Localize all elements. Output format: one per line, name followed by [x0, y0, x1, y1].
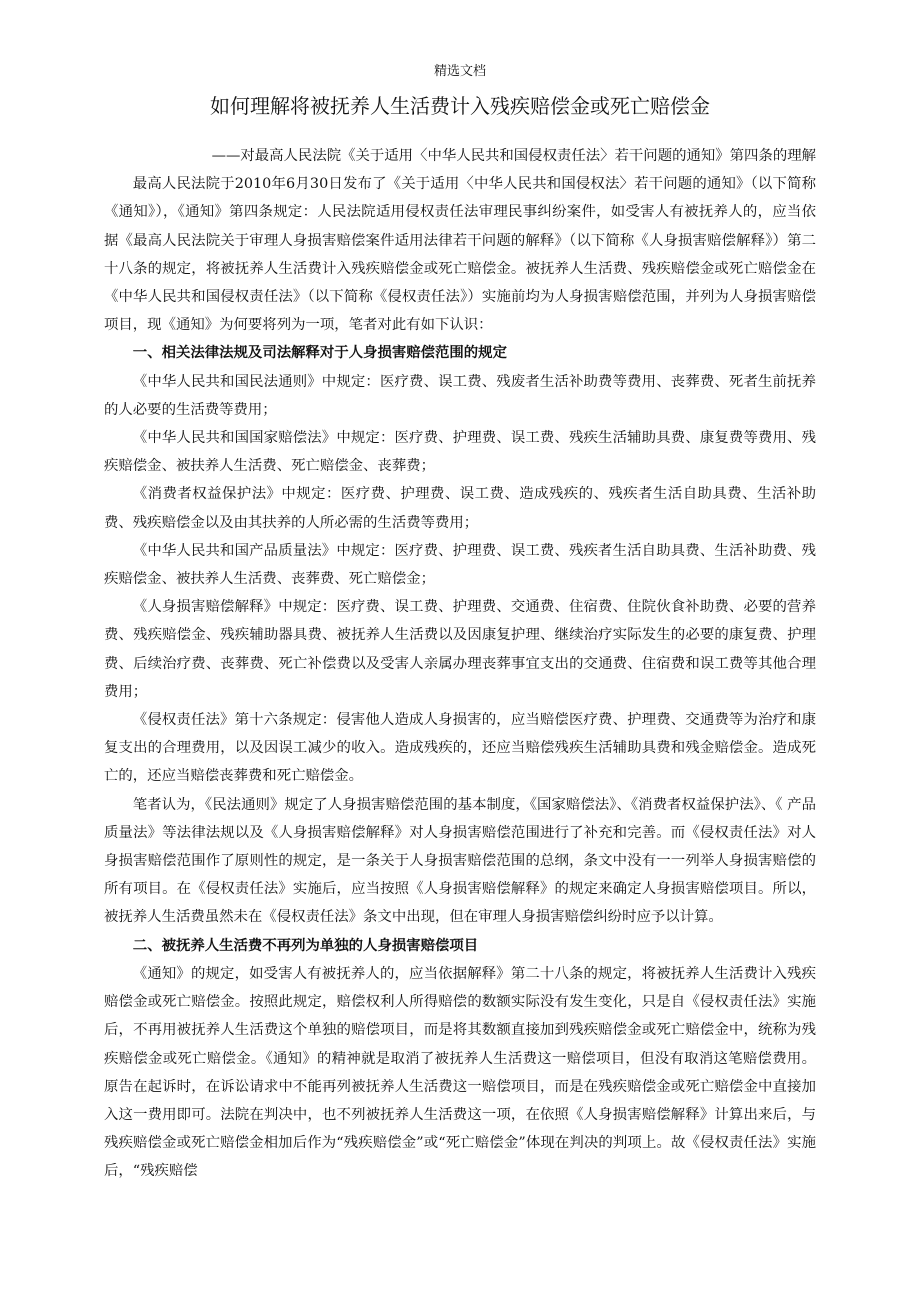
body-paragraph-8: 笔者认为，《民法通则》规定了人身损害赔偿范围的基本制度，《国家赔偿法》、《消费者权益保护法》、《 产品质量法》等法律法规以及《人身损害赔偿解释》对人身损害赔偿范围进行了补充和完善。而《侵权责任法》对人身损害赔偿范围作了原则性的规定，是一条关于人身损害赔偿范围的总纲，条文中没有一一列举人身损害赔偿的所有项目。在《侵权责任法》实施后，应当按照《人身损害赔偿解释》的规定来确定人身损害赔偿项目。所以，被抚养人生活费虽然未在《侵权责任法》条文中出现，但在审理人身损害赔偿纠纷时应予以计算。 — [104, 796, 816, 926]
document-subtitle: ——对最高人民法院《关于适用〈中华人民共和国侵权责任法〉若干问题的通知》第四条的理解 — [211, 148, 816, 164]
body-paragraph-9: 《通知》的规定，如受害人有被抚养人的，应当依据解释》第二十八条的规定，将被抚养人生活费计入残疾赔偿金或死亡赔偿金。按照此规定，赔偿权利人所得赔偿的数额实际没有发生变化，只是自《侵权责任法》实施后，不再用被抚养人生活费这个单独的赔偿项目，而是将其数额直接加到残疾赔偿金或死亡赔偿金中，统称为残疾赔偿金或死亡赔偿金。《通知》的精神就是取消了被抚养人生活费这一赔偿项目，但没有取消这笔赔偿费用。原告在起诉时，在诉讼请求中不能再列被抚养人生活费这一赔偿项目，而是在残疾赔偿金或死亡赔偿金中直接加入这一费用即可。法院在判决中，也不列被抚养人生活费这一项，在依照《人身损害赔偿解释》计算出来后，与残疾赔偿金或死亡赔偿金相加后作为“残疾赔偿金”或“死亡赔偿金”体现在判决的判项上。故《侵权责任法》实施后，“残疾赔偿 — [104, 965, 816, 1180]
document-title: 如何理解将被抚养人生活费计入残疾赔偿金或死亡赔偿金 — [210, 94, 710, 118]
section-heading-1: 一、相关法律法规及司法解释对于人身损害赔偿范围的规定 — [132, 345, 507, 362]
body-paragraph-4: 《消费者权益保护法》中规定：医疗费、护理费、误工费、造成残疾的、残疾者生活自助具费、生活补助费、残疾赔偿金以及由其扶养的人所必需的生活费等费用； — [104, 486, 816, 531]
body-paragraph-1: 最高人民法院于2010年6月30日发布了《关于适用〈中华人民共和国侵权法〉若干问题的通知》（以下简称《通知》），《通知》第四条规定：人民法院适用侵权责任法审理民事纠纷案件，如受害人有被抚养人的，应当依据《最高人民法院关于审理人身损害赔偿案件适用法律若干问题的解释》（以下简称《人身损害赔偿解释》）第二十八条的规定，将被抚养人生活费计入残疾赔偿金或死亡赔偿金。被抚养人生活费、残疾赔偿金或死亡赔偿金在《中华人民共和国侵权责任法》（以下简称《侵权责任法》）实施前均为人身损害赔偿范围，并列为人身损害赔偿项目，现《通知》为何要将列为一项，笔者对此有如下认识： — [104, 176, 816, 334]
body-paragraph-5: 《中华人民共和国产品质量法》中规定：医疗费、护理费、误工费、残疾者生活自助具费、生活补助费、残疾赔偿金、被扶养人生活费、丧葬费、死亡赔偿金； — [104, 542, 816, 588]
section-heading-2: 二、被抚养人生活费不再列为单独的人身损害赔偿项目 — [132, 937, 479, 954]
document-body — [104, 170, 816, 1185]
document-page — [104, 62, 816, 1186]
page-header: 精选文档 — [433, 64, 486, 79]
body-paragraph-6: 《人身损害赔偿解释》中规定：医疗费、误工费、护理费、交通费、住宿费、住院伙食补助费、必要的营养费、残疾赔偿金、残疾辅助器具费、被抚养人生活费以及因康复护理、继续治疗实际发生的必要的康复费、护理费、后续治疗费、丧葬费、死亡补偿费以及受害人亲属办理丧葬事宜支出的交通费、住宿费和误工费等其他合理费用； — [104, 599, 816, 700]
body-paragraph-7: 《侵权责任法》第十六条规定：侵害他人造成人身损害的，应当赔偿医疗费、护理费、交通费等为治疗和康复支出的合理费用，以及因误工减少的收入。造成残疾的，还应当赔偿残疾生活辅助具费和残金赔偿金。造成死亡的，还应当赔偿丧葬费和死亡赔偿金。 — [104, 712, 816, 785]
body-paragraph-3: 《中华人民共和国国家赔偿法》中规定：医疗费、护理费、误工费、残疾生活辅助具费、康复费等费用、残疾赔偿金、被扶养人生活费、死亡赔偿金、丧葬费； — [104, 430, 816, 475]
body-paragraph-2: 《中华人民共和国民法通则》中规定：医疗费、误工费、残废者生活补助费等费用、丧葬费、死者生前抚养的人必要的生活费等费用； — [104, 373, 816, 418]
